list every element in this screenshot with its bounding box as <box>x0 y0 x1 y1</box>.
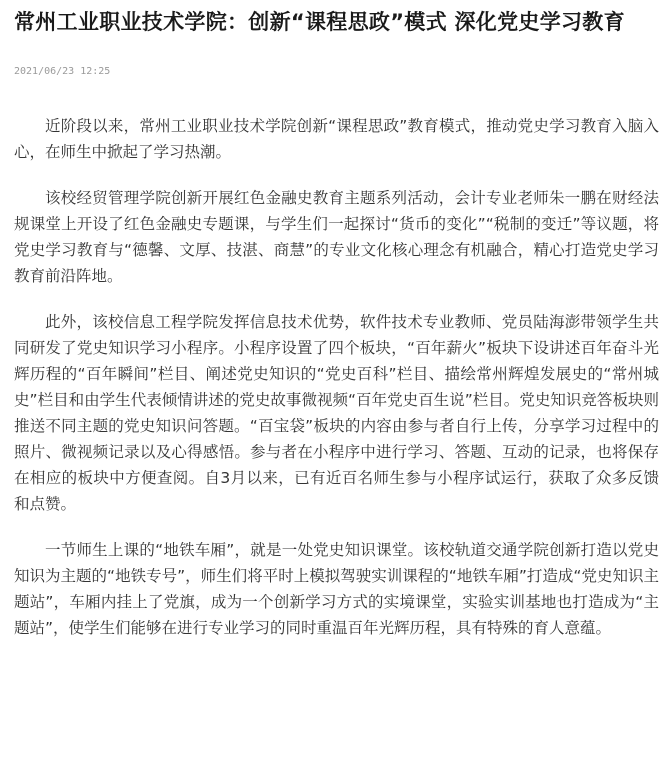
paragraph-1: 近阶段以来，常州工业职业技术学院创新“课程思政”教育模式，推动党史学习教育入脑入心，在师生中掀起了学习热潮。 <box>14 117 659 161</box>
publish-date: 2021/06/23 12:25 <box>14 66 111 77</box>
paragraph-3: 此外，该校信息工程学院发挥信息技术优势，软件技术专业教师、党员陆海澎带领学生共同研发了党史知识学习小程序。小程序设置了四个板块，“百年薪火”板块下设讲述百年奋斗光辉历程的“百年瞬间”栏目、阐述党史知识的“党史百科”栏目、描绘常州辉煌发展史的“常州城史”栏目和由学生代表倾情讲述的党史故事微视频“百年党史百生说”栏目。党史知识竞答板块则推送不同主题的党史知识问答题。“百宝袋”板块的内容由参与者自行上传，分享学习过程中的照片、微视频记录以及心得感悟。参与者在小程序中进行学习、答题、互动的记录，也将保存在相应的板块中方便查阅。自3月以来，已有近百名师生参与小程序试运行，获取了众多反馈和点赞。 <box>14 313 659 513</box>
paragraph-4: 一节师生上课的“地铁车厢”，就是一处党史知识课堂。该校轨道交通学院创新打造以党史知识为主题的“地铁专号”，师生们将平时上模拟驾驶实训课程的“地铁车厢”打造成“党史知识主题站”，车厢内挂上了党旗，成为一个创新学习方式的实境课堂，实验实训基地也打造成为“主题站”，使学生们能够在进行专业学习的同时重温百年光辉历程，具有特殊的育人意蕴。 <box>14 541 659 637</box>
article-title: 常州工业职业技术学院：创新“课程思政”模式 深化党史学习教育 <box>14 10 625 34</box>
paragraph-2: 该校经贸管理学院创新开展红色金融史教育主题系列活动，会计专业老师朱一鹏在财经法规课堂上开设了红色金融史专题课，与学生们一起探讨“货币的变化”“税制的变迁”等议题，将党史学习教育与“德馨、文厚、技湛、商慧”的专业文化核心理念有机融合，精心打造党史学习教育前沿阵地。 <box>14 189 659 285</box>
article-body <box>14 113 659 641</box>
